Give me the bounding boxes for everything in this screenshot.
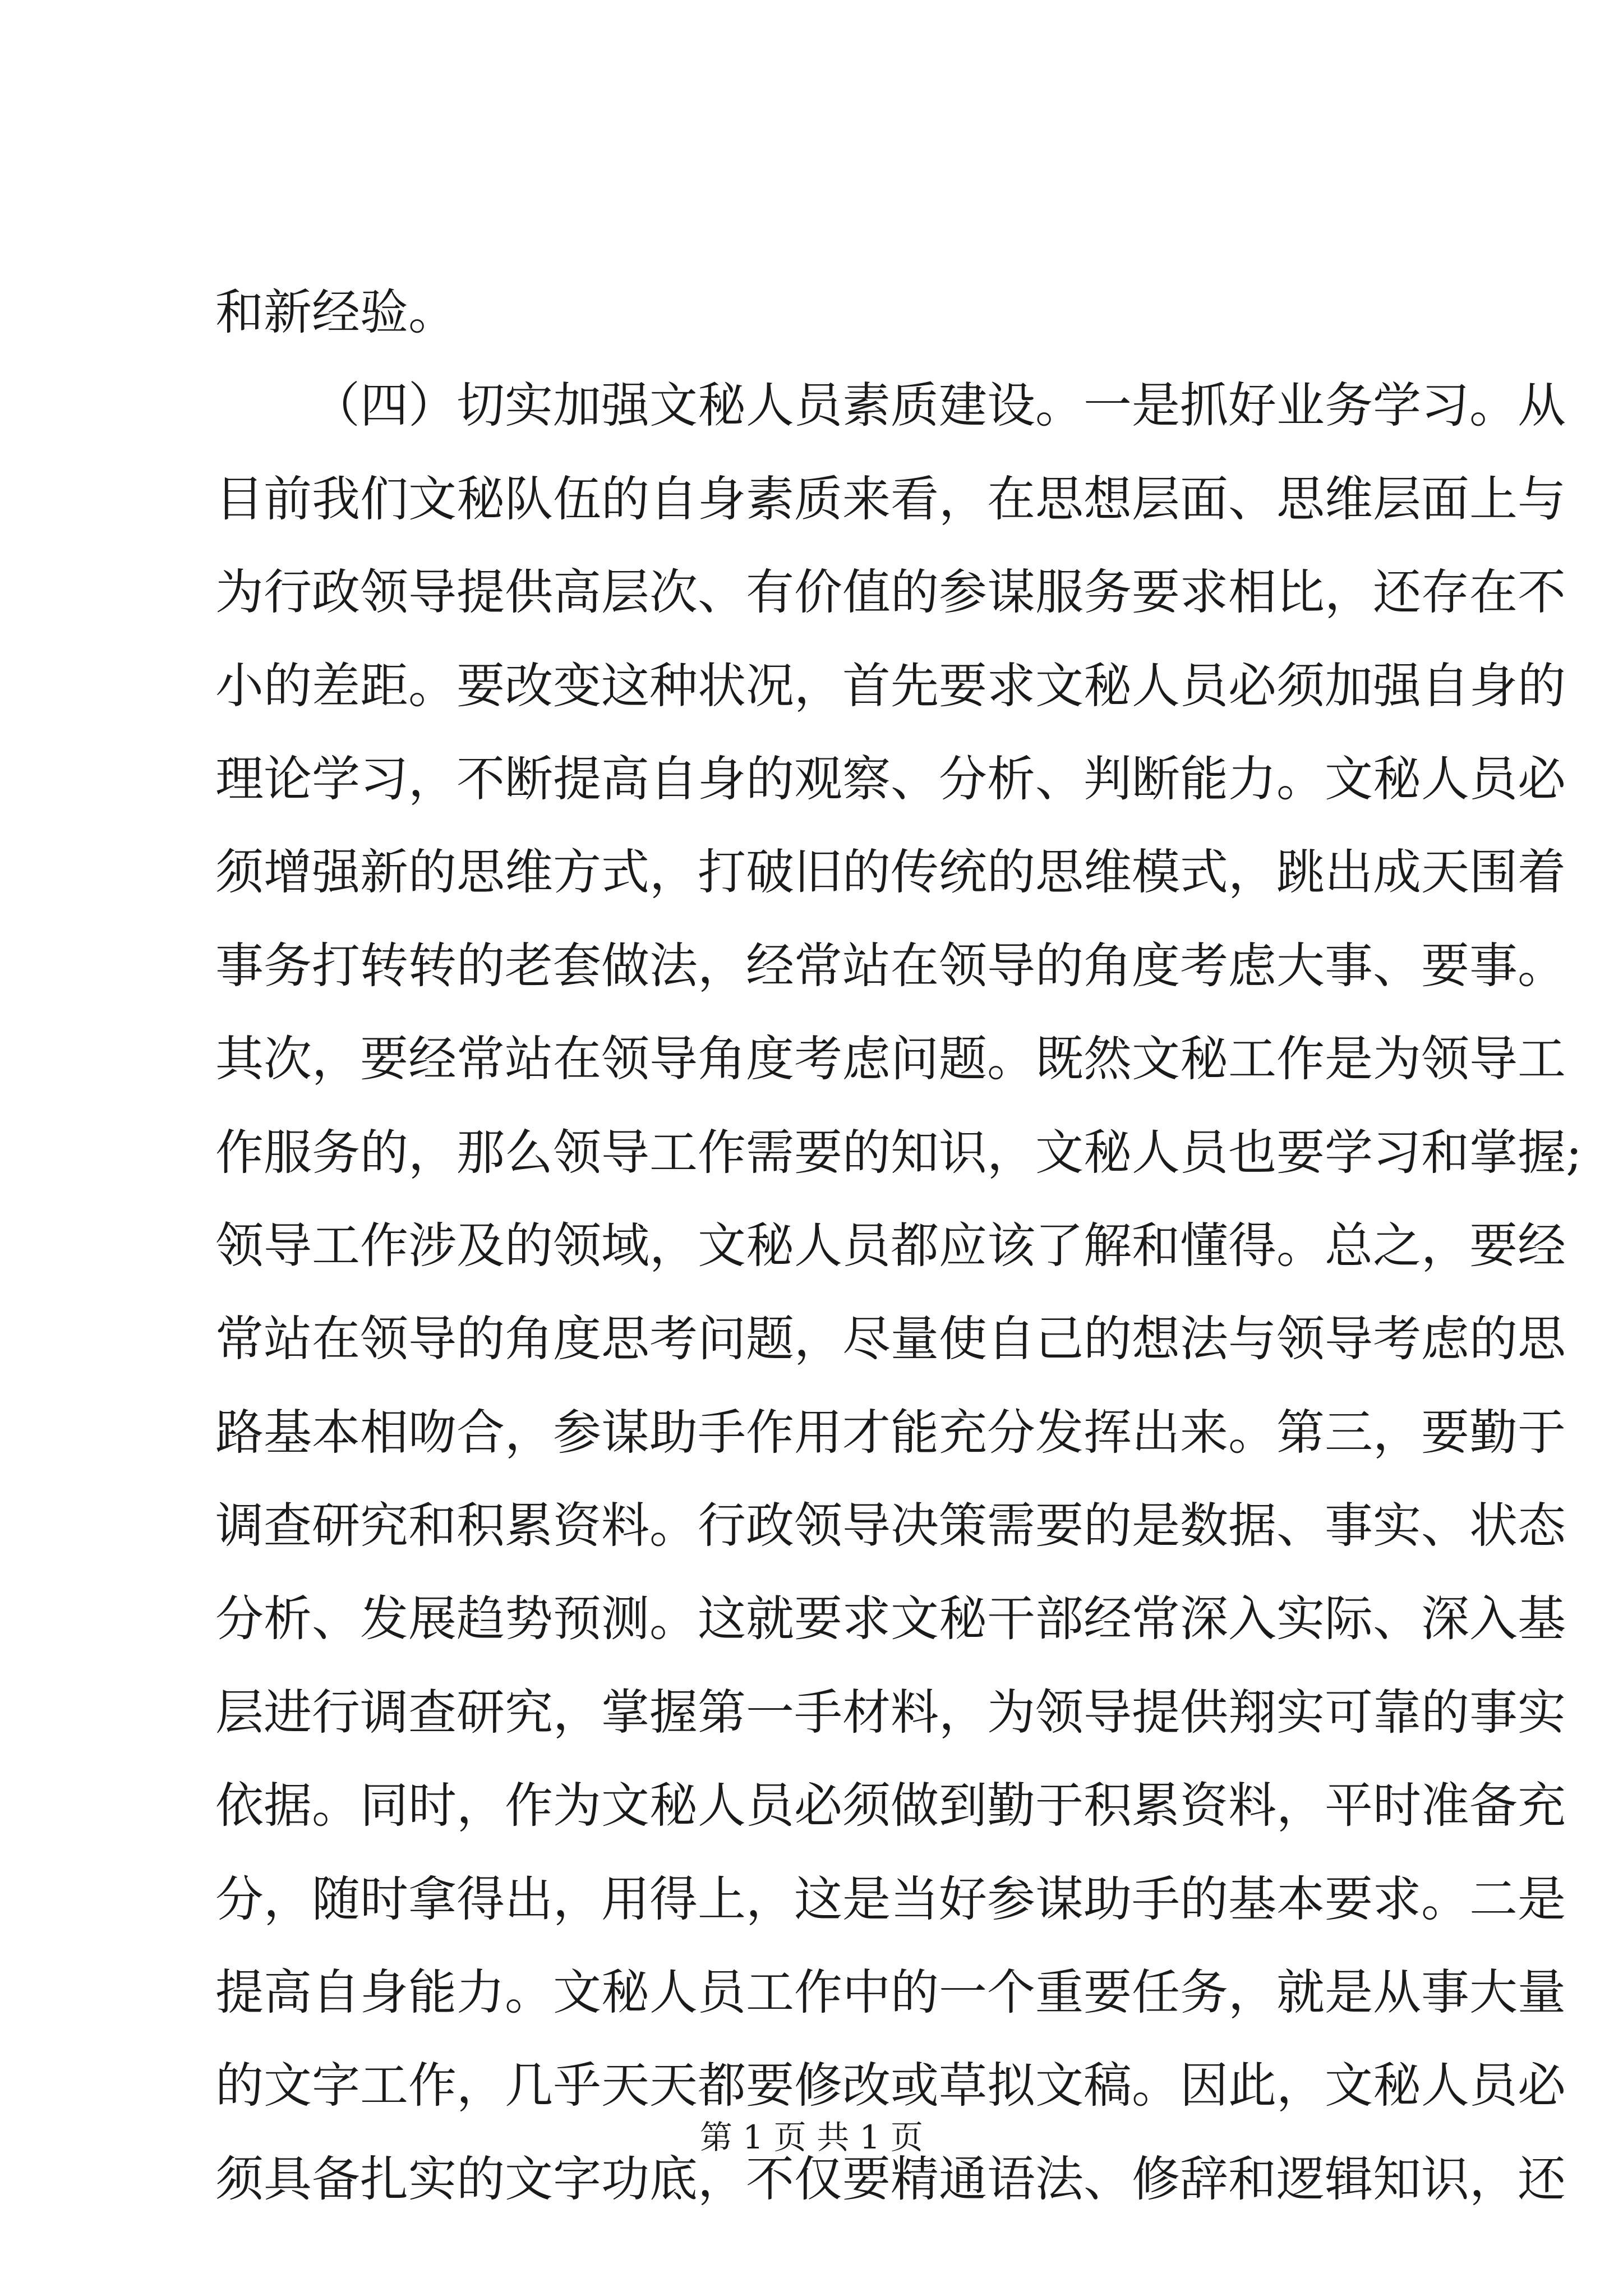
text-line: 作服务的，那么领导工作需要的知识，文秘人员也要学习和掌握; xyxy=(215,1124,1582,1181)
text-line: 分，随时拿得出，用得上，这是当好参谋助手的基本要求。二是 xyxy=(215,1871,1566,1927)
text-line: 其次，要经常站在领导角度考虑问题。既然文秘工作是为领导工 xyxy=(215,1031,1566,1088)
text-line: 须具备扎实的文字功底，不仅要精通语法、修辞和逻辑知识，还 xyxy=(215,2151,1566,2207)
text-line: 理论学习，不断提高自身的观察、分析、判断能力。文秘人员必 xyxy=(215,751,1566,807)
text-line: 依据。同时，作为文秘人员必须做到勤于积累资料，平时准备充 xyxy=(215,1778,1566,1834)
text-line: 领导工作涉及的领域，文秘人员都应该了解和懂得。总之，要经 xyxy=(215,1217,1566,1274)
text-line: 层进行调查研究，掌握第一手材料，为领导提供翔实可靠的事实 xyxy=(215,1684,1566,1741)
text-line: 分析、发展趋势预测。这就要求文秘干部经常深入实际、深入基 xyxy=(215,1591,1566,1648)
text-line: （四）切实加强文秘人员素质建设。一是抓好业务学习。从 xyxy=(312,378,1566,434)
text-line: 事务打转转的老套做法，经常站在领导的角度考虑大事、要事。 xyxy=(215,937,1566,994)
text-line: 小的差距。要改变这种状况，首先要求文秘人员必须加强自身的 xyxy=(215,657,1566,714)
body-text xyxy=(215,266,1582,2226)
text-line: 和新经验。 xyxy=(215,284,457,341)
text-line: 调查研究和积累资料。行政领导决策需要的是数据、事实、状态 xyxy=(215,1498,1566,1554)
text-line: 的文字工作，几乎天天都要修改或草拟文稿。因此，文秘人员必 xyxy=(215,2058,1566,2114)
text-line: 为行政领导提供高层次、有价值的参谋服务要求相比，还存在不 xyxy=(215,564,1566,621)
text-line: 提高自身能力。文秘人员工作中的一个重要任务，就是从事大量 xyxy=(215,1964,1566,2021)
text-line: 常站在领导的角度思考问题，尽量使自己的想法与领导考虑的思 xyxy=(215,1311,1566,1368)
text-line: 路基本相吻合，参谋助手作用才能充分发挥出来。第三，要勤于 xyxy=(215,1404,1566,1461)
page-footer xyxy=(0,2115,1623,2160)
text-line: 须增强新的思维方式，打破旧的传统的思维模式，跳出成天围着 xyxy=(215,844,1566,901)
text-line: 目前我们文秘队伍的自身素质来看，在思想层面、思维层面上与 xyxy=(215,471,1566,527)
page-number-label: 第 1 页 共 1 页 xyxy=(700,2118,923,2156)
